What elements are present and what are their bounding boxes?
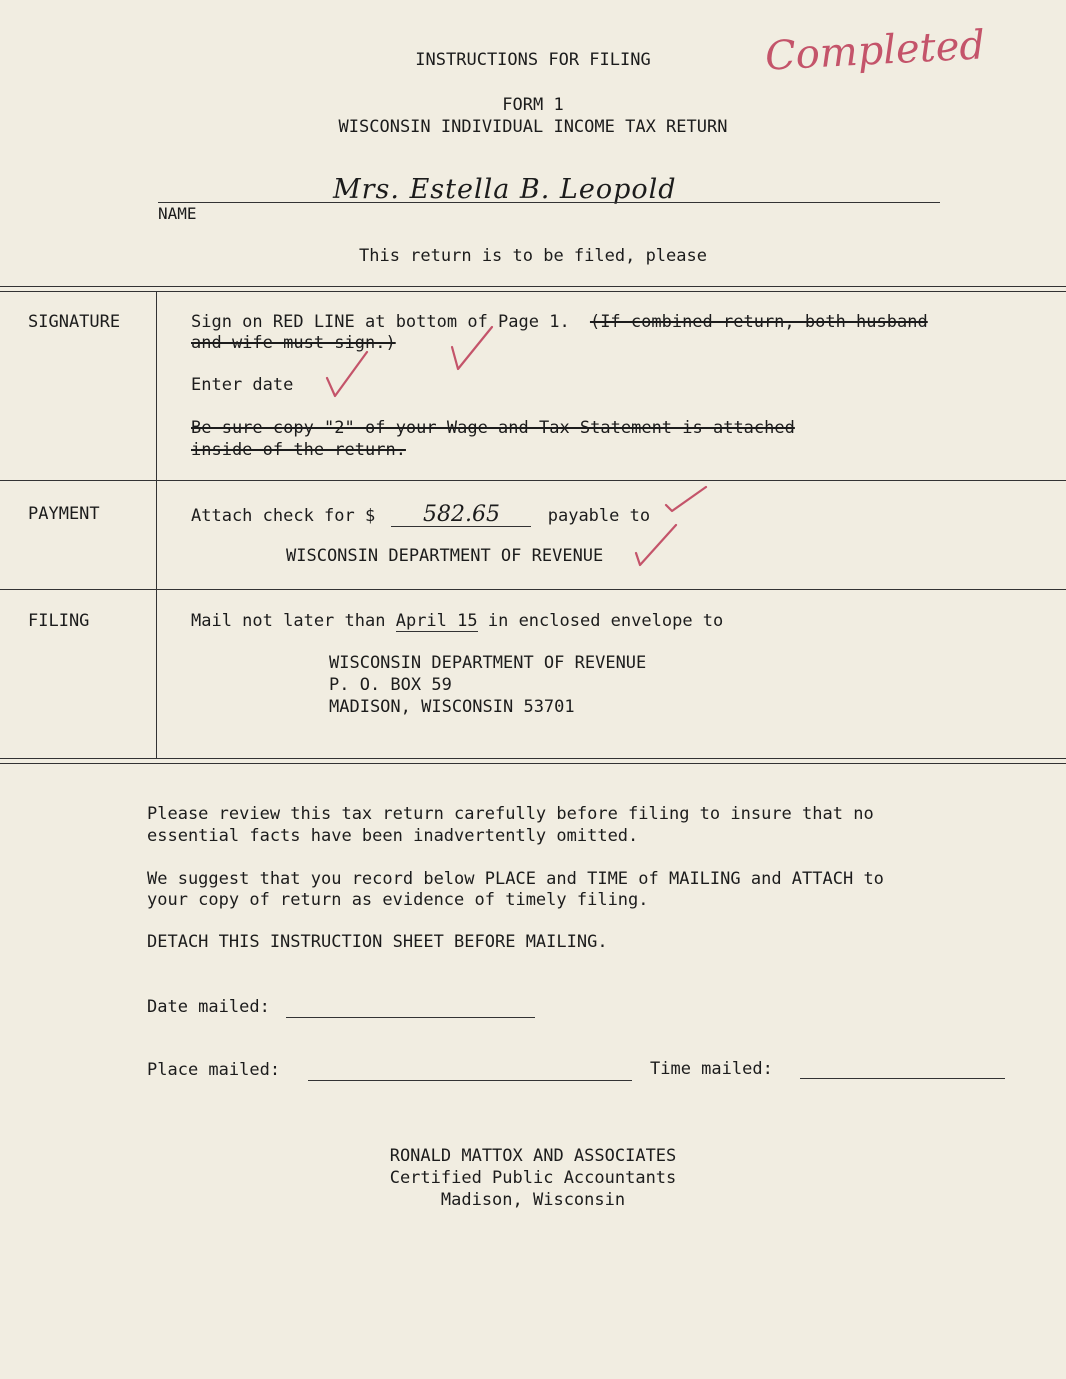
signature-label: SIGNATURE [28, 312, 121, 332]
payment-prefix: Attach check for $ [191, 506, 376, 526]
detach-note: DETACH THIS INSTRUCTION SHEET BEFORE MAILING. [147, 932, 608, 952]
payment-label: PAYMENT [28, 504, 100, 524]
firm-name: RONALD MATTOX AND ASSOCIATES [389, 1146, 677, 1166]
struck-both-sign: and wife must sign.) [191, 333, 396, 353]
taxpayer-name: Mrs. Estella B. Leopold [333, 174, 677, 205]
payment-line [191, 504, 650, 527]
struck-wage-statement: Be sure copy "2" of your Wage and Tax Statement is attached [191, 418, 795, 438]
struck-combined-return: (If combined return, both husband [589, 312, 928, 332]
struck-inside-return: inside of the return. [191, 440, 406, 460]
filing-suffix: in enclosed envelope to [487, 611, 724, 631]
enter-date-instruction: Enter date [191, 375, 294, 395]
column-divider [156, 291, 157, 758]
form-subtitle: WISCONSIN INDIVIDUAL INCOME TAX RETURN [338, 117, 728, 137]
address-line: MADISON, WISCONSIN 53701 [329, 697, 575, 717]
check-mark-icon [325, 350, 375, 400]
check-mark-icon [664, 485, 714, 515]
place-mailed-blank[interactable] [308, 1080, 632, 1081]
filing-label: FILING [28, 611, 90, 631]
suggest-note-cont: your copy of return as evidence of timely filing. [147, 890, 649, 910]
time-mailed-label: Time mailed: [650, 1059, 773, 1079]
name-label: NAME [158, 204, 197, 223]
table-bottom-rule [0, 758, 1066, 759]
payment-suffix: payable to [547, 506, 651, 526]
document-title: INSTRUCTIONS FOR FILING [415, 50, 651, 70]
address-line: WISCONSIN DEPARTMENT OF REVENUE [329, 653, 647, 673]
date-mailed-blank[interactable] [286, 1017, 535, 1018]
table-bottom-rule-2 [0, 763, 1066, 764]
place-mailed-label: Place mailed: [147, 1060, 281, 1080]
filing-note: This return is to be filed, please [359, 246, 707, 266]
name-line [158, 202, 940, 203]
payee: WISCONSIN DEPARTMENT OF REVENUE [286, 546, 604, 566]
row-divider [0, 589, 1066, 590]
payment-amount: 582.65 [391, 504, 531, 527]
suggest-note: We suggest that you record below PLACE and TIME of MAILING and ATTACH to [147, 869, 884, 889]
filing-line [191, 611, 723, 632]
form-number: FORM 1 [502, 95, 564, 115]
table-top-rule-2 [0, 291, 1066, 292]
signature-instruction: Sign on RED LINE at bottom of Page 1. [191, 312, 570, 332]
firm-role: Certified Public Accountants [389, 1168, 677, 1188]
check-mark-icon [450, 325, 500, 375]
filing-deadline: April 15 [395, 611, 478, 631]
firm-city: Madison, Wisconsin [440, 1190, 626, 1210]
filing-prefix: Mail not later than [191, 611, 386, 631]
review-note: Please review this tax return carefully before filing to insure that no [147, 804, 874, 824]
check-mark-icon [634, 523, 684, 568]
signature-line [191, 312, 928, 332]
review-note-cont: essential facts have been inadvertently omitted. [147, 826, 639, 846]
row-divider [0, 480, 1066, 481]
time-mailed-blank[interactable] [800, 1078, 1005, 1079]
table-top-rule [0, 286, 1066, 287]
address-line: P. O. BOX 59 [329, 675, 452, 695]
completed-stamp: Completed [763, 22, 987, 80]
date-mailed-label: Date mailed: [147, 997, 270, 1017]
